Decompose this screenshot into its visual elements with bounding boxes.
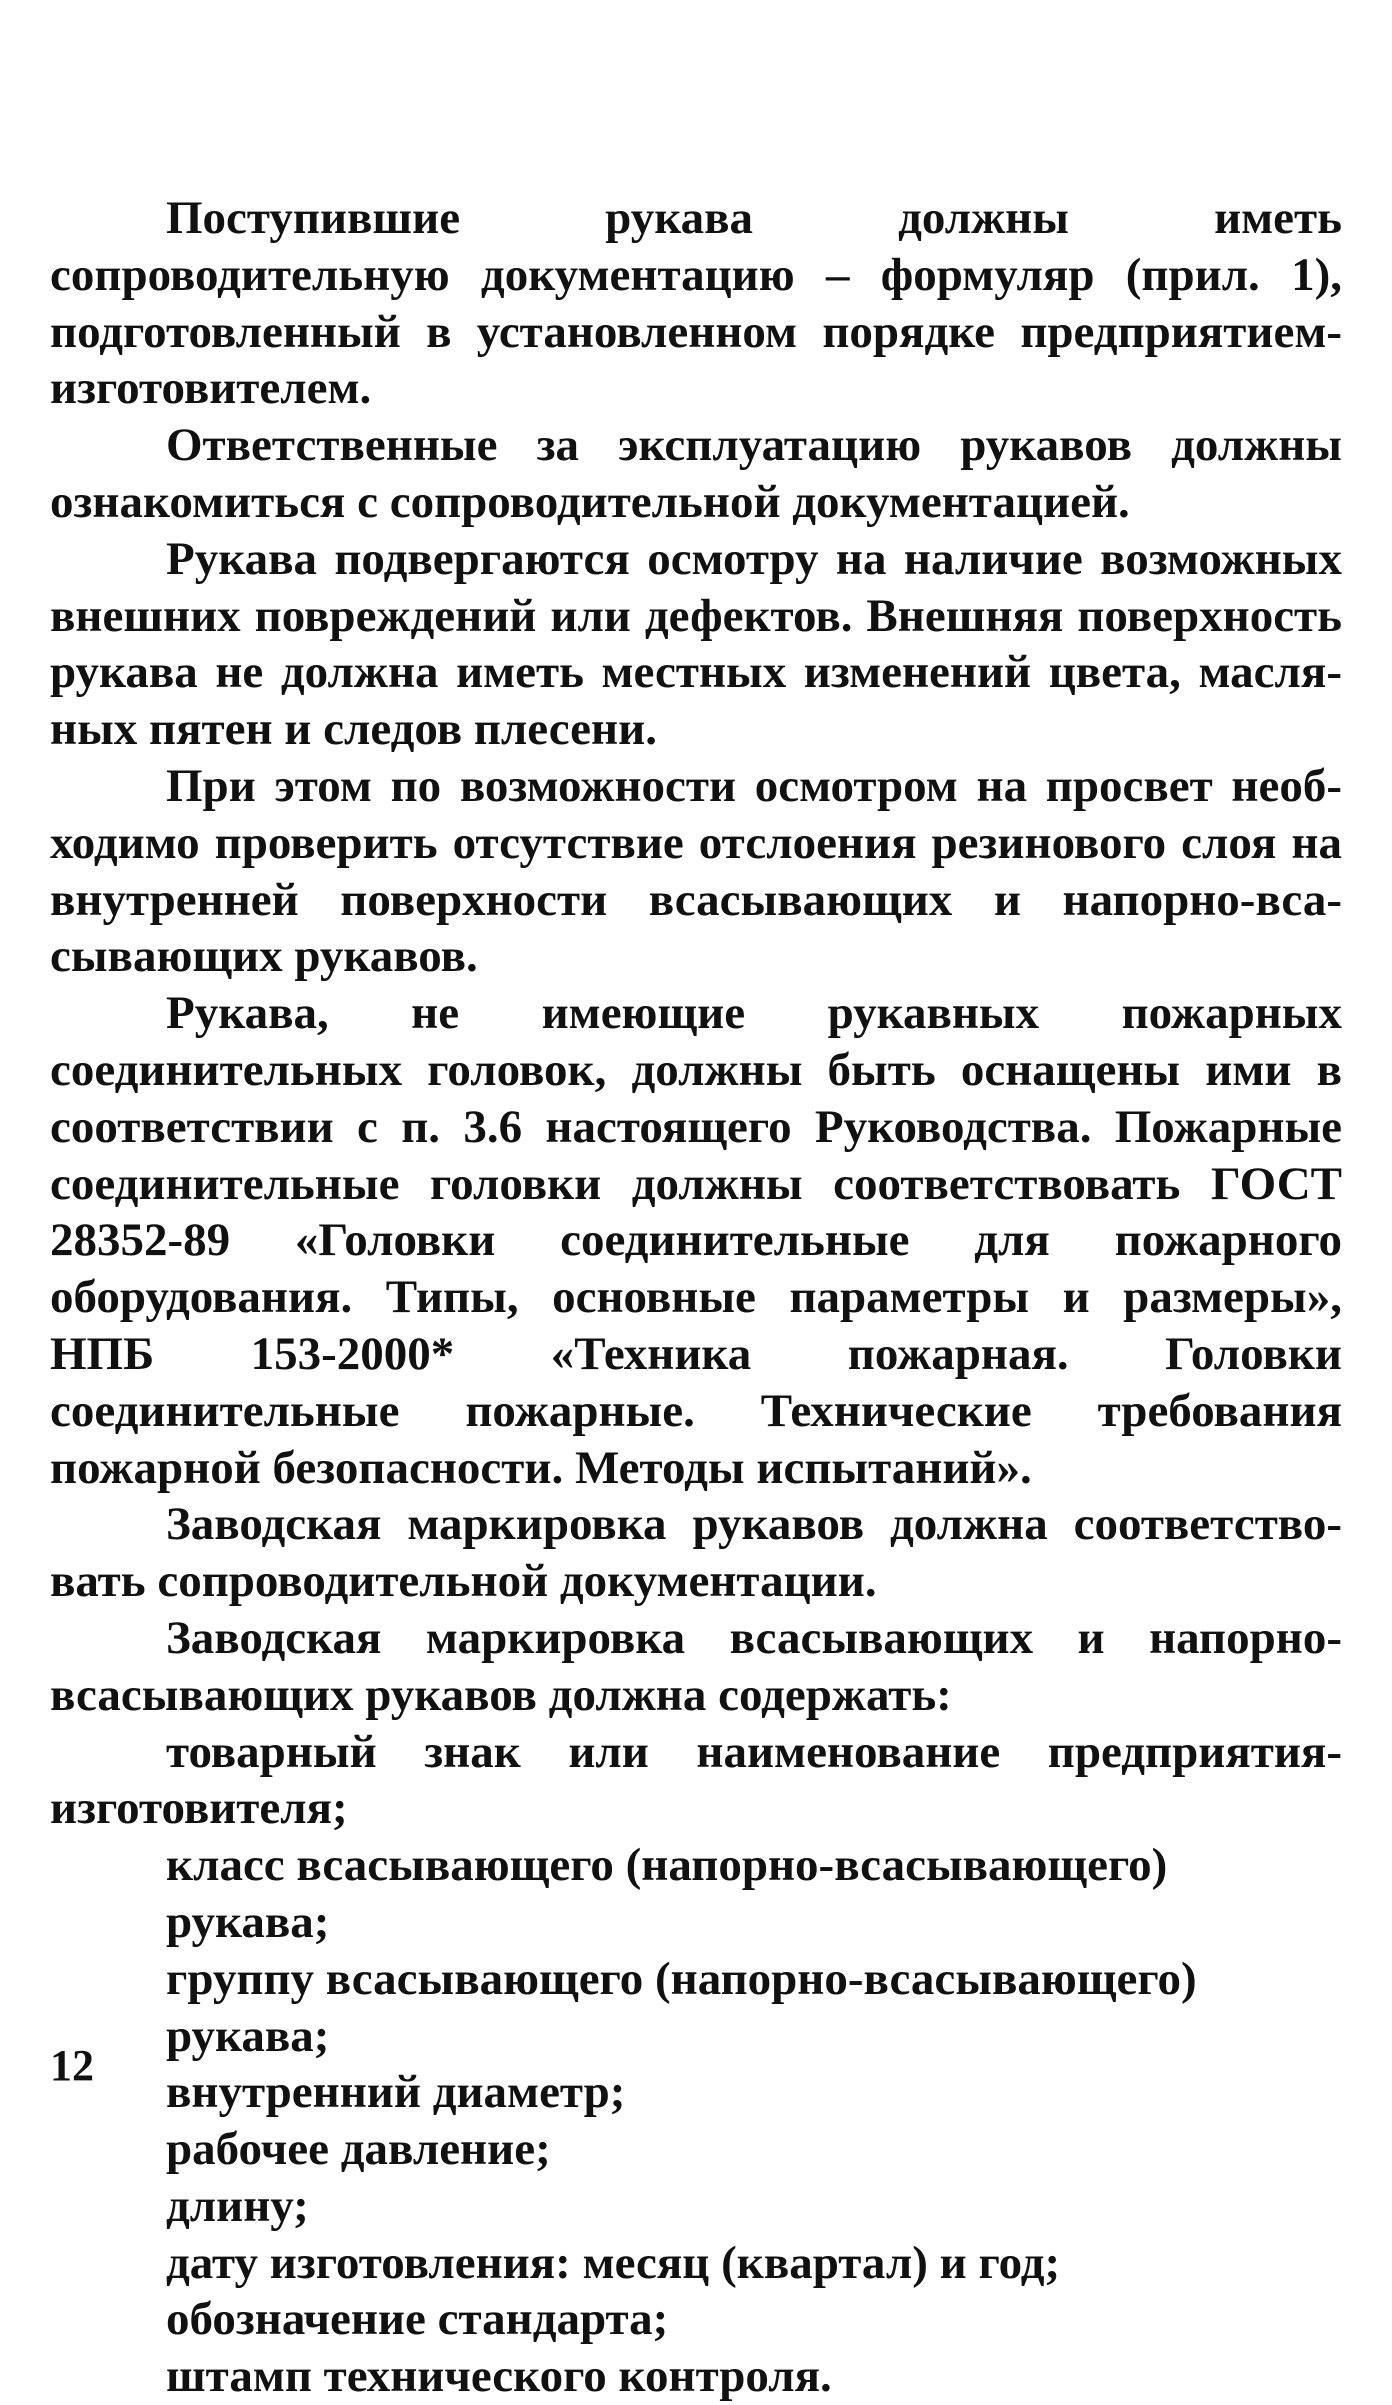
paragraph: Ответственные за эксплуатацию рукавов должны ознакомиться с сопроводительной документацией. — [50, 419, 1342, 528]
paragraph: Заводская маркировка всасывающих и напорно-всасывающих рукавов должна содержать: — [50, 1611, 1342, 1721]
list-item: рабочее давление; — [166, 2123, 551, 2176]
list-item: обозначение стандарта; — [166, 2293, 669, 2346]
paragraph: Рукава, не имеющие рукавных пожарных соединительных головок, должны быть оснащены ими в соответствии с п. 3.6 настоящего Руководства. Пожарные соединительные головки должны соответствовать ГОСТ 28352-89 «Головки соединительные для пожарного оборудования. Типы, основные параметры и размеры», НПБ 153-2000* «Техника пожарная. Головки соединительные пожарные. Технические требования пожарной безопасности. Методы испытаний». — [50, 987, 1342, 1494]
page-number: 12 — [50, 2041, 94, 2090]
list-item: класс всасывающего (напорно-всасывающего) рукава; — [166, 1839, 1168, 1948]
list-item: товарный знак или наименование предприятия-изготовителя; — [50, 1725, 1342, 1835]
paragraph: Поступившие рукава должны иметь сопроводительную документацию – формуляр (прил. 1), подготовленный в установленном порядке предприятием-изготовителем. — [50, 192, 1342, 415]
paragraph: Заводская маркировка рукавов должна соответствовать сопроводительной документации. — [50, 1498, 1342, 1608]
list-item: внутренний диаметр; — [166, 2066, 626, 2119]
list-item: штамп технического контроля. — [166, 2350, 832, 2403]
list-item: дату изготовления: месяц (квартал) и год; — [166, 2236, 1061, 2289]
marking-requirements-list — [50, 1724, 1342, 2405]
paragraph: При этом по возможности осмотром на просвет необходимо проверить отсутствие отслоения резинового слоя на внутренней поверхности всасывающих и напорно-всасывающих рукавов. — [50, 759, 1342, 983]
list-item: длину; — [166, 2179, 309, 2232]
document-page — [50, 190, 1342, 2405]
paragraph: Рукава подвергаются осмотру на наличие возможных внешних повреждений или дефектов. Внешняя поверхность рукава не должна иметь местных изменений цвета, масляных пятен и следов плесени. — [50, 532, 1342, 756]
list-item: группу всасывающего (напорно-всасывающего) рукава; — [166, 1952, 1197, 2062]
